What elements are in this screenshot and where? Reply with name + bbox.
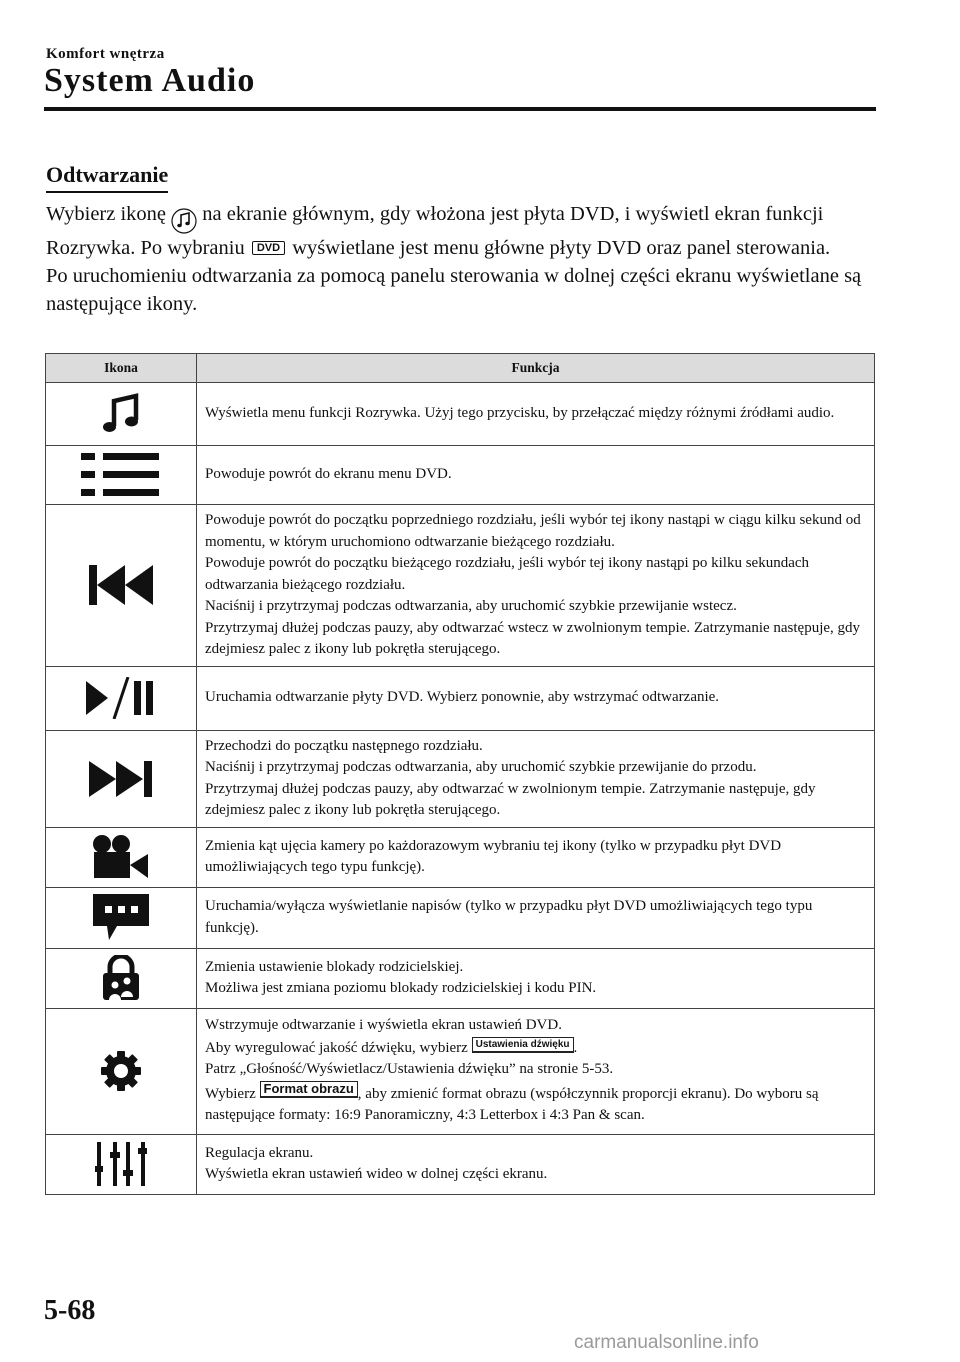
function-text: Zmienia ustawienie blokady rodzicielskiej. (205, 958, 464, 975)
intro-paragraph-1 (46, 200, 886, 262)
parental-lock-icon (101, 955, 141, 1001)
function-text: Wyświetla menu funkcji Rozrywka. Użyj tego przycisku, by przełączać między różnymi źródłami audio. (205, 405, 835, 422)
function-text: Naciśnij i przytrzymaj podczas odtwarzania, aby uruchomić szybkie przewijanie do przodu. (205, 759, 757, 775)
function-text: Wybierz (205, 1085, 256, 1102)
camera-angle-icon (92, 834, 150, 880)
table-row (46, 827, 875, 887)
function-text: Wyświetla ekran ustawień wideo w dolnej części ekranu. (205, 1166, 548, 1182)
table-row (46, 730, 875, 827)
function-text: Uruchamia/wyłącza wyświetlanie napisów (tylko w przypadku płyt DVD umożliwiających tego typu funkcję). (205, 898, 813, 936)
intro-text-b: na ekranie głównym, gdy włożona jest płyta DVD, i wyświetl ekran funkcji Rozrywka. Po wybraniu (46, 203, 824, 259)
table-row (46, 887, 875, 948)
watermark: carmanualsonline.info (574, 1332, 759, 1353)
function-text: Uruchamia odtwarzanie płyty DVD. Wybierz ponownie, aby wstrzymać odtwarzanie. (205, 689, 720, 706)
function-text: Przechodzi do początku następnego rozdziału. (205, 737, 483, 754)
function-text: Powoduje powrót do ekranu menu DVD. (205, 466, 452, 483)
function-text: Możliwa jest zmiana poziomu blokady rodzicielskiej i kodu PIN. (205, 980, 597, 996)
page-number: 5-68 (44, 1295, 96, 1326)
image-format-button: Format obrazu (260, 1081, 358, 1098)
play-pause-icon (86, 677, 156, 719)
intro-text-a: Wybierz ikonę (46, 203, 167, 225)
intro-text (46, 200, 886, 318)
function-text: Zmienia kąt ujęcia kamery po każdorazowym wybraniu tej ikony (tylko w przypadku płyt DVD umożliwiających tego typu funkcję). (205, 837, 782, 875)
sound-settings-button: Ustawienia dźwięku (472, 1037, 574, 1053)
equalizer-sliders-icon (95, 1142, 147, 1186)
intro-paragraph-2: Po uruchomieniu odtwarzania za pomocą panelu sterowania w dolnej części ekranu wyświetlane są następujące ikony. (46, 265, 862, 315)
function-text: Powoduje powrót do początku bieżącego rozdziału, jeśli wybór tej ikony nastąpi po kilku sekundach odtwarzania bieżącego rozdziału. (205, 555, 810, 593)
section-heading: Odtwarzanie (46, 162, 168, 193)
skip-next-icon (89, 761, 153, 797)
section-label: Komfort wnętrza (46, 46, 165, 62)
music-note-icon (171, 206, 197, 234)
table-header-row (46, 354, 875, 383)
function-text: Powoduje powrót do początku poprzedniego rozdziału, jeśli wybór tej ikony nastąpi w ciągu kilku sekund od momentu, w którym uruchomiono odtwarzanie bieżącego rozdziału. (205, 512, 861, 550)
intro-text-c: wyświetlane jest menu główne płyty DVD oraz panel sterowania. (292, 237, 831, 259)
page-title: System Audio (44, 62, 256, 99)
table-row (46, 383, 875, 446)
table-row (46, 948, 875, 1008)
music-note-icon (99, 392, 143, 436)
function-text: Przytrzymaj dłużej podczas pauzy, aby odtwarzać wstecz w zwolnionym tempie. Zatrzymanie następuje, gdy zdejmiesz palec z ikony lub pokrętła sterującego. (205, 619, 861, 657)
table-row (46, 446, 875, 505)
skip-previous-icon (89, 565, 153, 605)
table-row: Wstrzymuje odtwarzanie i wyświetla ekran ustawień DVD. Aby wyregulować jakość dźwięku, wybierz Ustawienia dźwięku . Patrz „Głośność/Wyświetlacz/Ustawienia dźwięku” na stronie 5-53. Wybierz Format obrazu , aby zmienić format obrazu (współczynnik proporcji ekranu). Do wyboru są następujące formaty: 16:9 Panoramiczny, 4:3 Letterbox i 4:3 Pan & scan. (46, 1008, 875, 1134)
dvd-button: DVD (252, 241, 285, 255)
header-icon: Ikona (46, 354, 197, 383)
function-text: , aby zmienić format obrazu (współczynnik proporcji ekranu). Do wyboru są następujące formaty: 16:9 Panoramiczny, 4:3 Letterbox i 4:3 Pan & scan. (205, 1085, 819, 1124)
table-row (46, 1134, 875, 1194)
header-function: Funkcja (197, 354, 875, 383)
table-row (46, 666, 875, 730)
icon-function-table (45, 353, 875, 1195)
function-text: Naciśnij i przytrzymaj podczas odtwarzania, aby uruchomić szybkie przewijanie wstecz. (205, 598, 737, 614)
menu-list-icon (81, 450, 161, 500)
function-text: Patrz „Głośność/Wyświetlacz/Ustawienia dźwięku” na stronie 5-53. (205, 1061, 614, 1078)
subtitles-icon (93, 894, 149, 942)
function-text: Przytrzymaj dłużej podczas pauzy, aby odtwarzać w zwolnionym tempie. Zatrzymanie następuje, gdy zdejmiesz palec z ikony lub pokrętła sterującego. (205, 780, 816, 818)
settings-gear-icon (100, 1050, 142, 1092)
table-row (46, 505, 875, 667)
header-divider (44, 107, 876, 111)
function-text: Wstrzymuje odtwarzanie i wyświetla ekran ustawień DVD. (205, 1017, 562, 1034)
function-text: Aby wyregulować jakość dźwięku, wybierz (205, 1039, 468, 1056)
function-text: Regulacja ekranu. (205, 1144, 314, 1161)
